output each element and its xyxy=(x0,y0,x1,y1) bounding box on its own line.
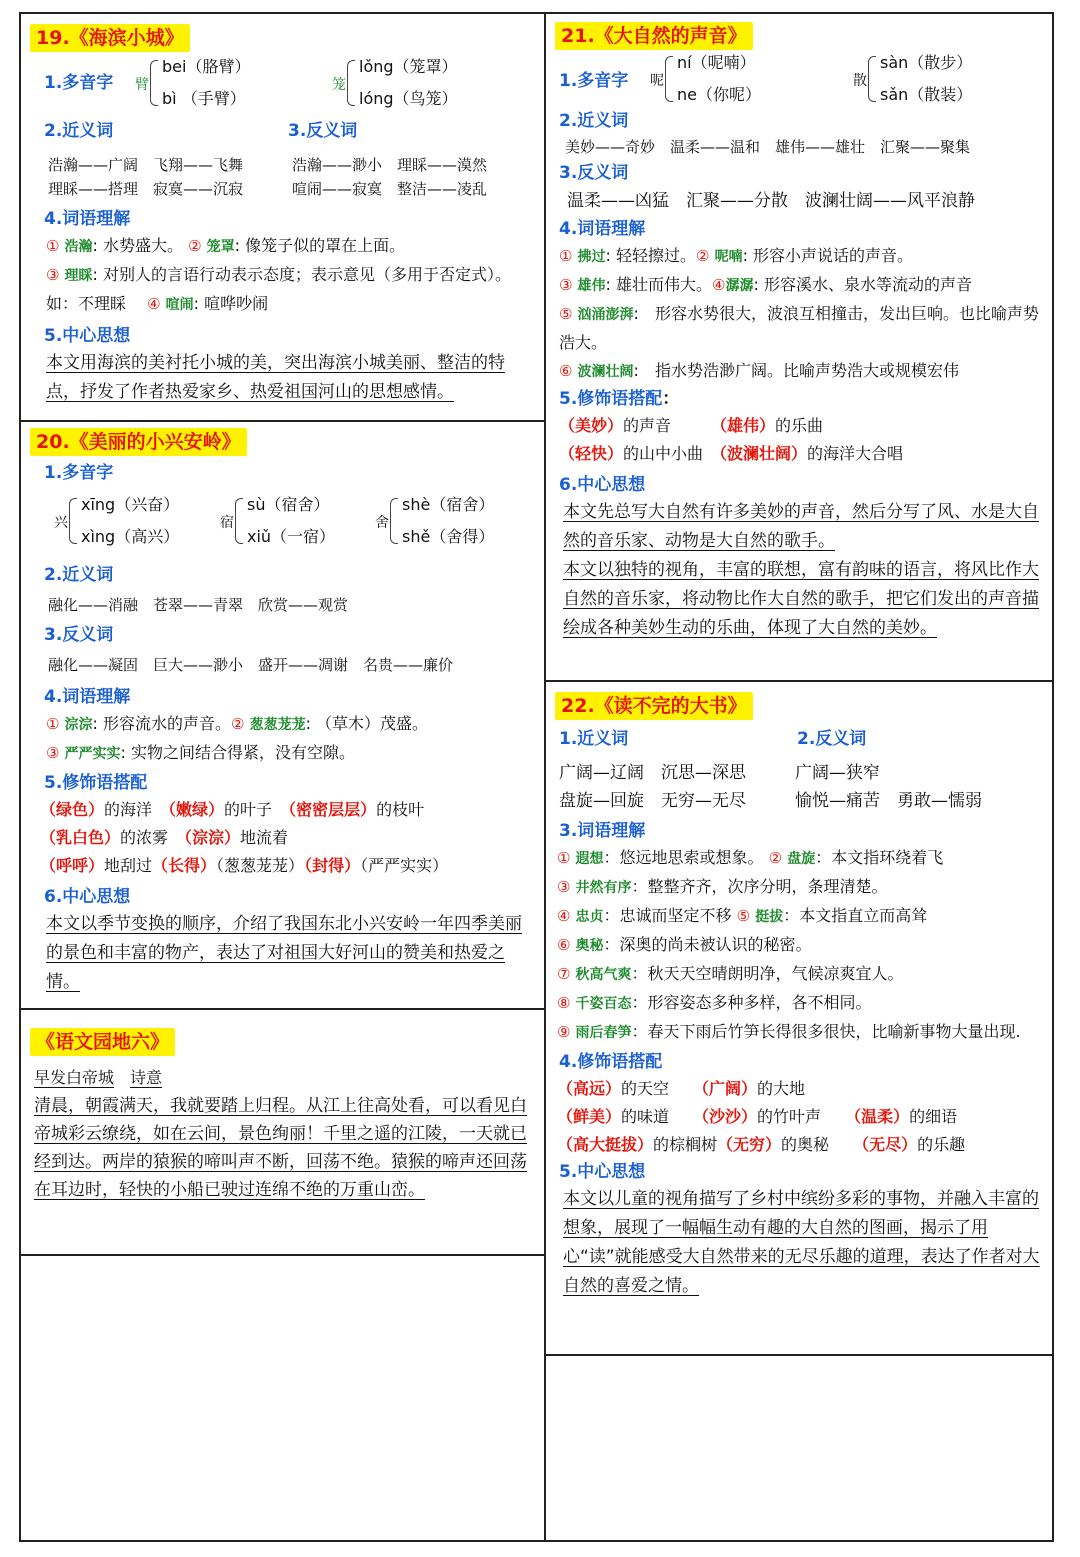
word-meaning: ⑤ 汹涌澎湃: 形容水势很大，波浪互相撞击，发出巨响。也比喻声势浩大。 xyxy=(559,304,1039,352)
heading-polyphones: 1.多音字 xyxy=(44,73,114,93)
heading-central-idea: 5.中心思想 xyxy=(559,1162,646,1182)
heading-central-idea: 6.中心思想 xyxy=(559,475,646,495)
section-title: 22.《读不完的大书》 xyxy=(555,692,753,720)
section-title: 19.《海滨小城》 xyxy=(30,24,190,52)
section-22 xyxy=(555,692,1045,1352)
central-idea: 本文以独特的视角，丰富的联想，富有韵味的语言，将风比作大自然的音乐家，将动物比作大自然的歌手，把它们发出的声音描绘成各种美妙生动的乐曲，体现了大自然的美妙。 xyxy=(563,560,1039,638)
antonym-row: 愉悦—痛苦 勇敢—懦弱 xyxy=(795,791,982,811)
heading-synonyms: 2.近义词 xyxy=(559,111,629,131)
antonym-row: 温柔——凶猛 汇聚——分散 波澜壮阔——风平浪静 xyxy=(567,191,975,211)
heading-antonyms: 3.反义词 xyxy=(559,163,629,183)
polyphone-group: 1.多音字 臂 bei（胳臂） bì （手臂） 笼 lǒng（笼罩） lóng（鸟笼） xyxy=(44,57,458,108)
central-idea: 本文以季节变换的顺序，介绍了我国东北小兴安岭一年四季美丽的景色和丰富的物产，表达了对祖国大好河山的赞美和热爱之情。 xyxy=(46,914,522,992)
poem-meaning: 清晨，朝霞满天，我就要踏上归程。从江上往高处看，可以看见白帝城彩云缭绕，如在云间，景色绚丽！千里之遥的江陵，一天就已经到达。两岸的猿猴的啼叫声不断，回荡不绝。猿猴的啼声还回荡在耳边时，轻快的小船已驶过连绵不绝的万重山峦。 xyxy=(34,1096,527,1200)
antonym-row: 广阔—狭窄 xyxy=(795,763,880,783)
divider-garden-end xyxy=(19,1254,545,1256)
section-20 xyxy=(30,428,530,1006)
synonym-row: 融化——消融 苍翠——青翠 欣赏——观赏 xyxy=(48,596,349,614)
synonym-row: 美妙——奇妙 温柔——温和 雄伟——雄壮 汇聚——聚集 xyxy=(565,138,971,156)
heading-antonyms: 3.反义词 xyxy=(288,121,358,141)
heading-antonyms: 2.反义词 xyxy=(797,729,867,749)
heading-polyphones: 1.多音字 xyxy=(44,463,114,483)
heading-modifiers: 5.修饰语搭配： xyxy=(559,389,680,409)
heading-modifiers: 5.修饰语搭配 xyxy=(44,773,148,793)
divider-21-22 xyxy=(544,680,1054,682)
central-idea: 本文以儿童的视角描写了乡村中缤纷多彩的事物，并融入丰富的想象，展现了一幅幅生动有趣的大自然的图画，揭示了用心“读”就能感受大自然带来的无尽乐趣的道理，表达了作者对大自然的喜爱之情。 xyxy=(563,1189,1040,1296)
modifier-row: （绿色）的海洋 （嫩绿）的叶子 （密密层层）的枝叶 xyxy=(40,800,425,819)
section-garden-6 xyxy=(30,1028,530,1252)
modifier-row: （美妙）的声音 （雄伟）的乐曲 xyxy=(559,416,824,435)
word-meaning: ③ 井然有序：整整齐齐，次序分明，条理清楚。 xyxy=(557,877,888,896)
word-meaning: ⑥ 奥秘：深奥的尚未被认识的秘密。 xyxy=(557,935,812,954)
word-meaning: ⑦ 秋高气爽：秋天天空晴朗明净，气候凉爽宜人。 xyxy=(557,964,904,983)
divider-20-garden xyxy=(19,1008,545,1010)
modifier-row: （乳白色）的浓雾 （淙淙）地流着 xyxy=(40,828,289,847)
heading-synonyms: 2.近义词 xyxy=(44,565,114,585)
section-21 xyxy=(555,22,1045,678)
heading-central-idea: 6.中心思想 xyxy=(44,887,131,907)
divider-22-end xyxy=(544,1354,1054,1356)
section-19 xyxy=(30,24,530,418)
modifier-row: （高远）的天空 （广阔）的大地 xyxy=(557,1079,806,1098)
heading-central-idea: 5.中心思想 xyxy=(44,326,131,346)
word-meaning: ⑥ 波澜壮阔: 指水势浩渺广阔。比喻声势浩大或规模宏伟 xyxy=(559,361,959,380)
heading-word-meanings: 4.词语理解 xyxy=(44,687,131,707)
section-title: 20.《美丽的小兴安岭》 xyxy=(30,428,247,456)
divider-19-20 xyxy=(19,420,545,422)
antonym-row: 融化——凝固 巨大——渺小 盛开——凋谢 名贵——廉价 xyxy=(48,656,454,674)
heading-synonyms: 1.近义词 xyxy=(559,729,629,749)
synonym-antonym-block xyxy=(555,720,1045,812)
word-meaning: ① 遐想：悠远地思索或想象。 ② 盘旋：本文指环绕着飞 xyxy=(557,848,944,867)
section-title: 21.《大自然的声音》 xyxy=(555,22,753,50)
heading-word-meanings: 4.词语理解 xyxy=(44,209,131,229)
synonym-row: 浩瀚——广阔 飞翔——飞舞 xyxy=(48,156,244,174)
poem-heading: 早发白帝城 诗意 xyxy=(34,1068,163,1087)
heading-word-meanings: 4.词语理解 xyxy=(559,219,646,239)
modifier-row: （鲜美）的味道 （沙沙）的竹叶声 （温柔）的细语 xyxy=(557,1107,958,1126)
modifier-row: （高大挺拔）的棕榈树（无穷）的奥秘 （无尽）的乐趣 xyxy=(557,1135,966,1154)
word-meaning: ⑨ 雨后春笋：春天下雨后竹笋长得很多很快，比喻新事物大量出现. xyxy=(557,1022,1021,1041)
antonym-row: 喧闹——寂寞 整洁——凌乱 xyxy=(292,180,488,198)
polyphone-group: 1.多音字 呢 ní（呢喃） ne（你呢） 散 sàn（散步） sǎn（散装） xyxy=(559,53,973,104)
heading-modifiers: 4.修饰语搭配 xyxy=(559,1052,663,1072)
word-meaning: ① 淙淙: 形容流水的声音。② 葱葱茏茏: （草木）茂盛。 xyxy=(46,714,429,733)
heading-antonyms: 3.反义词 xyxy=(44,625,114,645)
heading-word-meanings: 3.词语理解 xyxy=(559,821,646,841)
heading-synonyms: 2.近义词 xyxy=(44,121,114,141)
word-meaning: ③ 雄伟: 雄壮而伟大。④潺潺: 形容溪水、泉水等流动的声音 xyxy=(559,275,972,294)
word-meaning: ① 拂过: 轻轻擦过。② 呢喃: 形容小声说话的声音。 xyxy=(559,246,914,265)
column-divider xyxy=(544,12,546,1542)
section-title: 《语文园地六》 xyxy=(30,1028,175,1056)
word-meaning: ③ 严严实实: 实物之间结合得紧，没有空隙。 xyxy=(46,743,356,762)
modifier-row: （呼呼）地刮过（长得）（葱葱茏茏）（封得）（严严实实） xyxy=(40,856,449,875)
polyphone-group: 兴 xīng（兴奋） xìng（高兴） 宿 sù（宿舍） xiǔ（一宿） 舍 shè（宿舍） shě（舍得） xyxy=(54,495,495,546)
word-meaning: ③ 理睬: 对别人的言语行动表示态度；表示意见（多用于否定式）。如：不理睬 ④ 喧闹: 喧哗吵闹 xyxy=(46,265,512,313)
synonym-row: 盘旋—回旋 无穷—无尽 xyxy=(559,791,746,811)
central-idea: 本文先总写大自然有许多美妙的声音，然后分写了风、水是大自然的音乐家、动物是大自然的歌手。 xyxy=(563,502,1039,551)
modifier-row: （轻快）的山中小曲 （波澜壮阔）的海洋大合唱 xyxy=(559,444,904,463)
synonym-row: 理睬——搭理 寂寞——沉寂 xyxy=(48,180,244,198)
word-meaning: ① 浩瀚: 水势盛大。 ② 笼罩: 像笼子似的罩在上面。 xyxy=(46,236,406,255)
central-idea: 本文用海滨的美衬托小城的美，突出海滨小城美丽、整洁的特点，抒发了作者热爱家乡、热爱祖国河山的思想感情。 xyxy=(46,353,505,402)
synonym-row: 广阔—辽阔 沉思—深思 xyxy=(559,763,746,783)
word-meaning: ⑧ 千姿百态：形容姿态多种多样，各不相同。 xyxy=(557,993,872,1012)
antonym-row: 浩瀚——渺小 理睬——漠然 xyxy=(292,156,488,174)
heading-polyphones: 1.多音字 xyxy=(559,71,629,91)
word-meaning: ④ 忠贞：忠诚而坚定不移 ⑤ 挺拔：本文指直立而高耸 xyxy=(557,906,928,925)
